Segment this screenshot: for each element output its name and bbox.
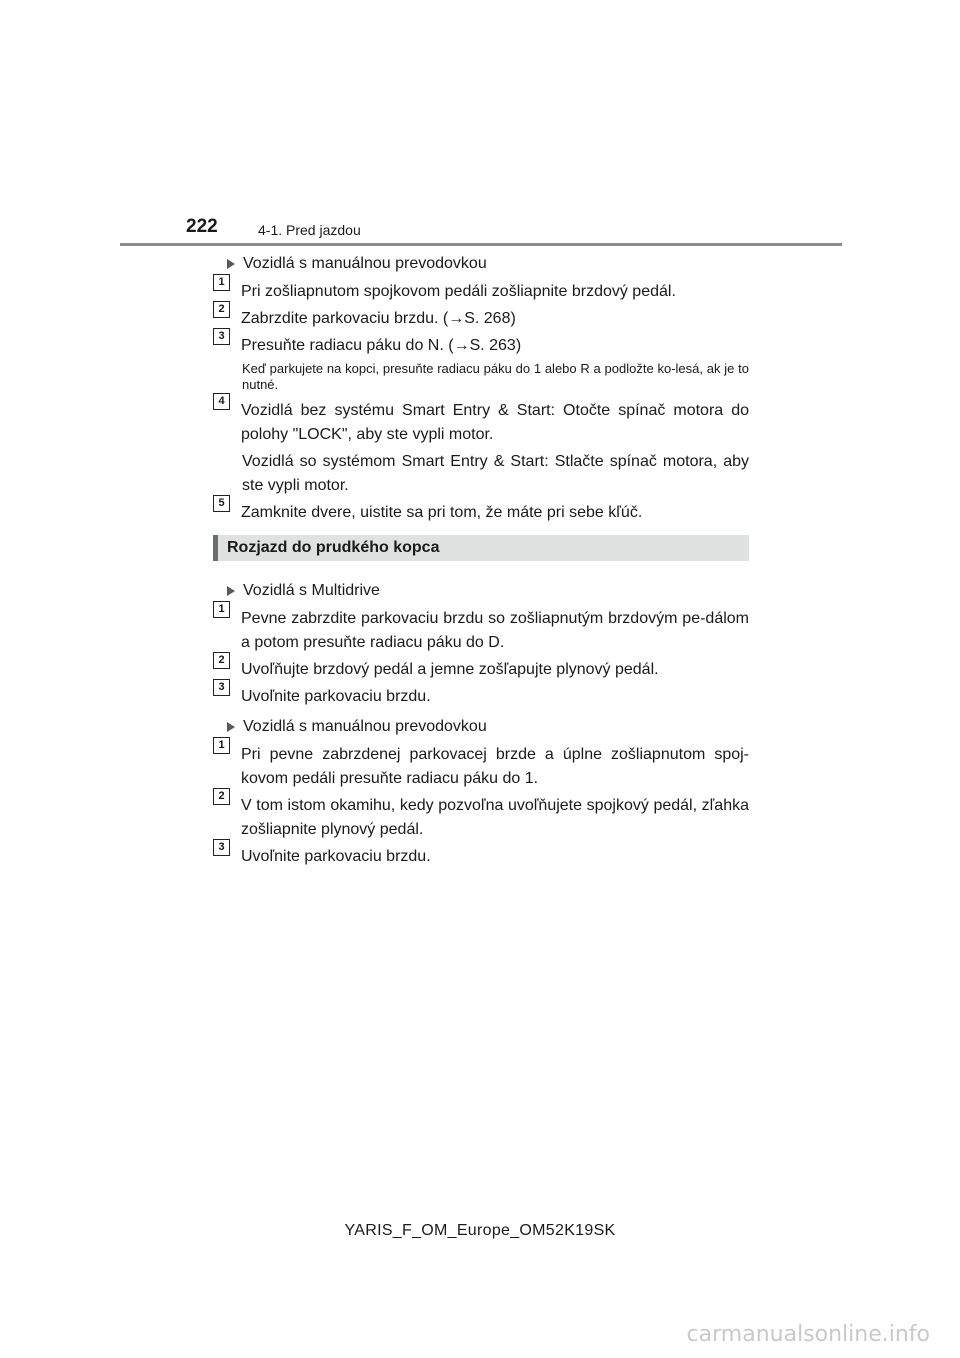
step-4: 4 Vozidlá bez systému Smart Entry & Start: Otočte spínač motora do polohy "LOCK", aby ste vypli motor.	[213, 399, 749, 447]
step-3: 3 Uvoľnite parkovaciu brzdu.	[213, 685, 749, 709]
note: Keď parkujete na kopci, presuňte radiacu páku do 1 alebo R a podložte ko-lesá, ak je to nutné.	[242, 361, 749, 392]
step-2: 2 Uvoľňujte brzdový pedál a jemne zošľapujte plynový pedál.	[213, 658, 749, 682]
step-number: 4	[213, 393, 230, 410]
step-number: 1	[213, 274, 230, 291]
content	[213, 252, 749, 872]
subheading: Vozidlá s manuálnou prevodovkou	[213, 252, 749, 276]
watermark: carmanualsonline.info	[686, 1322, 930, 1347]
step-1: 1 Pevne zabrzdite parkovaciu brzdu so zošliapnutým brzdovým pe-dálom a potom presuňte radiacu páku do D.	[213, 607, 749, 655]
footer-code: YARIS_F_OM_Europe_OM52K19SK	[344, 1222, 616, 1239]
step-number: 1	[213, 601, 230, 618]
page-number: 222	[186, 216, 218, 237]
step-number: 2	[213, 652, 230, 669]
step-number: 3	[213, 839, 230, 856]
section-heading: Rozjazd do prudkého kopca	[213, 535, 749, 561]
step-1: 1 Pri zošliapnutom spojkovom pedáli zošliapnite brzdový pedál.	[213, 280, 749, 304]
triangle-icon	[227, 586, 235, 596]
subheading: Vozidlá s manuálnou prevodovkou	[213, 715, 749, 739]
step-3: 3 Uvoľnite parkovaciu brzdu.	[213, 845, 749, 869]
step-number: 1	[213, 737, 230, 754]
section-title: 4-1. Pred jazdou	[258, 222, 361, 238]
step-2: 2 V tom istom okamihu, kedy pozvoľna uvoľňujete spojkový pedál, zľahka zošliapnite plynový pedál.	[213, 794, 749, 842]
step-number: 5	[213, 495, 230, 512]
triangle-icon	[227, 259, 235, 269]
step-number: 3	[213, 679, 230, 696]
step-number: 2	[213, 788, 230, 805]
triangle-icon	[227, 722, 235, 732]
step-number: 2	[213, 301, 230, 318]
step-2: 2 Zabrzdite parkovaciu brzdu. (→S. 268)	[213, 307, 749, 331]
header-rule	[120, 243, 842, 246]
step-4-continued: Vozidlá so systémom Smart Entry & Start: Stlačte spínač motora, aby ste vypli motor.	[242, 453, 749, 494]
step-1: 1 Pri pevne zabrzdenej parkovacej brzde a úplne zošliapnutom spoj-kovom pedáli presuňte radiacu páku do 1.	[213, 743, 749, 791]
step-5: 5 Zamknite dvere, uistite sa pri tom, že máte pri sebe kľúč.	[213, 501, 749, 525]
step-3: 3 Presuňte radiacu páku do N. (→S. 263)	[213, 334, 749, 358]
subheading: Vozidlá s Multidrive	[213, 579, 749, 603]
step-number: 3	[213, 328, 230, 345]
